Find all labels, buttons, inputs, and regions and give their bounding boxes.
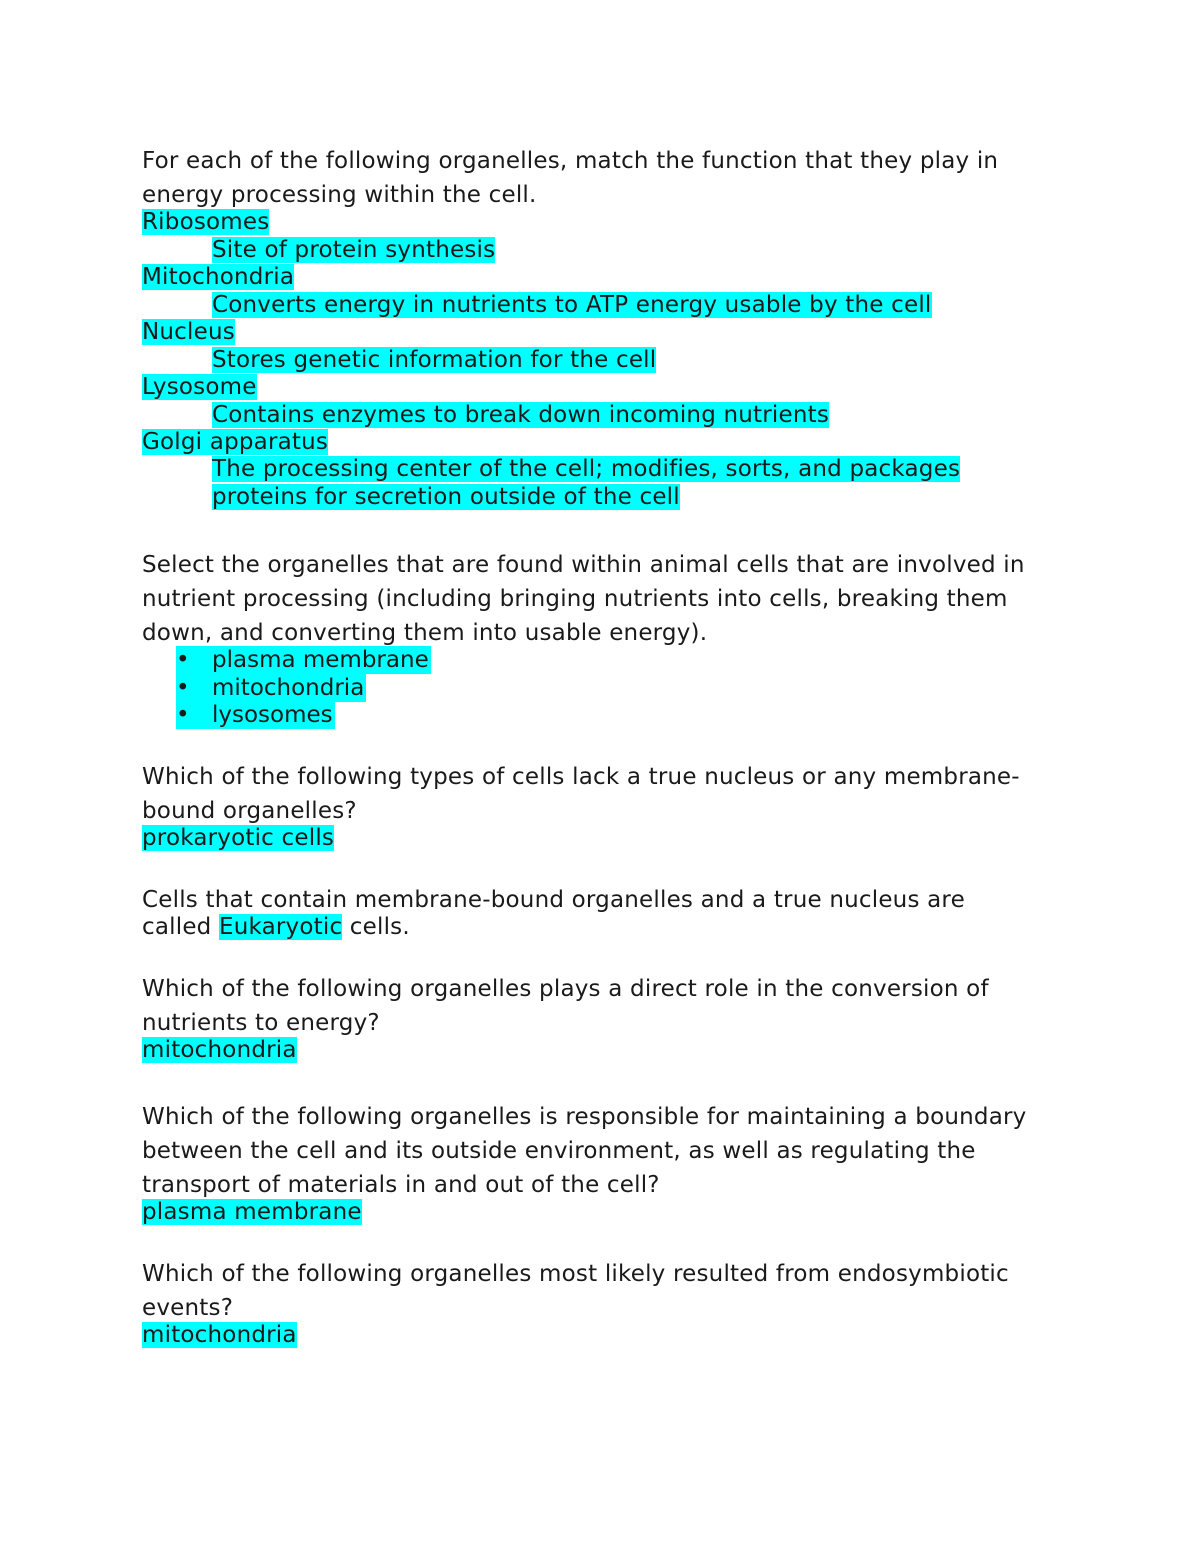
- q4-text-after: cells.: [342, 914, 410, 940]
- bullet-icon: •: [176, 702, 190, 728]
- q7-prompt-line-1: Which of the following organelles most likely resulted from endosymbiotic: [142, 1261, 1009, 1287]
- answer-highlight: The processing center of the cell; modifies, sorts, and packages: [212, 456, 961, 482]
- q3-prompt-line-1: Which of the following types of cells lack a true nucleus or any membrane-: [142, 764, 1020, 790]
- answer-text: lysosomes: [212, 702, 333, 728]
- q3-answer: [142, 824, 334, 852]
- q1-function-mitochondria: [212, 291, 932, 319]
- answer-highlight: proteins for secretion outside of the cell: [212, 484, 680, 510]
- answer-highlight: plasma membrane: [142, 1199, 362, 1225]
- answer-text: mitochondria: [212, 675, 365, 701]
- bullet-icon: •: [176, 675, 190, 701]
- q1-function-nucleus: [212, 346, 656, 374]
- q1-function-ribosomes: [212, 236, 495, 264]
- q5-answer: [142, 1036, 297, 1064]
- q1-function-lysosome: [212, 401, 829, 429]
- answer-highlight: Lysosome: [142, 374, 257, 400]
- q6-answer: [142, 1198, 362, 1226]
- answer-highlight: mitochondria: [142, 1037, 297, 1063]
- answer-highlight: Mitochondria: [142, 264, 295, 290]
- q1-organelle-lysosome: [142, 373, 257, 401]
- answer-text: plasma membrane: [212, 647, 429, 673]
- answer-highlight: Stores genetic information for the cell: [212, 347, 657, 373]
- q2-answer-list-item: [176, 646, 431, 674]
- q7-prompt-line-2: events?: [142, 1295, 234, 1321]
- q2-prompt-line-2: nutrient processing (including bringing nutrients into cells, breaking them: [142, 586, 1008, 612]
- q5-prompt-line-2: nutrients to energy?: [142, 1010, 380, 1036]
- q1-organelle-golgi: [142, 428, 328, 456]
- q4-line-2: [142, 913, 410, 941]
- answer-highlight: Golgi apparatus: [142, 429, 329, 455]
- answer-highlight: mitochondria: [142, 1322, 297, 1348]
- q6-prompt-line-2: between the cell and its outside environment, as well as regulating the: [142, 1138, 976, 1164]
- answer-highlight: Site of protein synthesis: [212, 237, 496, 263]
- q2-prompt-line-3: down, and converting them into usable energy).: [142, 620, 708, 646]
- q3-prompt-line-2: bound organelles?: [142, 798, 357, 824]
- answer-highlight: Eukaryotic: [218, 914, 343, 940]
- q1-organelle-ribosomes: [142, 208, 269, 236]
- q2-prompt-line-1: Select the organelles that are found within animal cells that are involved in: [142, 552, 1025, 578]
- q1-prompt-line-1: For each of the following organelles, match the function that they play in: [142, 148, 999, 174]
- answer-highlight: prokaryotic cells: [142, 825, 335, 851]
- q1-organelle-mitochondria: [142, 263, 294, 291]
- q1-prompt-line-2: energy processing within the cell.: [142, 182, 537, 208]
- q6-prompt-line-1: Which of the following organelles is responsible for maintaining a boundary: [142, 1104, 1027, 1130]
- q2-answer-list-item: [176, 701, 335, 729]
- q4-text-before: called: [142, 914, 219, 940]
- q1-function-golgi-line-2: [212, 483, 680, 511]
- q1-function-golgi-line-1: [212, 455, 960, 483]
- answer-highlight: Converts energy in nutrients to ATP energy usable by the cell: [212, 292, 932, 318]
- q6-prompt-line-3: transport of materials in and out of the cell?: [142, 1172, 660, 1198]
- q7-answer: [142, 1321, 297, 1349]
- q5-prompt-line-1: Which of the following organelles plays a direct role in the conversion of: [142, 976, 989, 1002]
- answer-highlight: Ribosomes: [142, 209, 270, 235]
- q4-line-1: Cells that contain membrane-bound organelles and a true nucleus are: [142, 887, 965, 913]
- answer-highlight: Nucleus: [142, 319, 235, 345]
- answer-highlight: Contains enzymes to break down incoming nutrients: [212, 402, 830, 428]
- q1-organelle-nucleus: [142, 318, 235, 346]
- bullet-icon: •: [176, 647, 190, 673]
- q2-answer-list-item: [176, 674, 366, 702]
